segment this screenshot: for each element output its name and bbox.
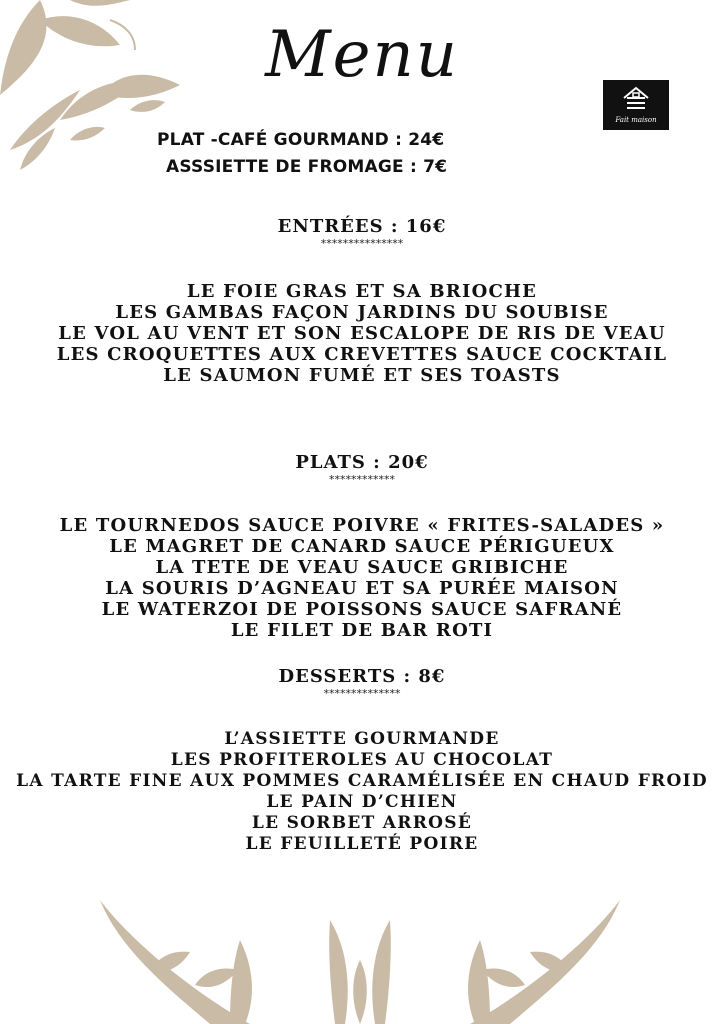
list-item: LES PROFITEROLES AU CHOCOLAT (170, 750, 554, 770)
plats-list (0, 515, 724, 641)
desserts-list (0, 729, 724, 855)
list-item: LE FILET DE BAR ROTI (230, 620, 494, 641)
section-title-entrees: ENTRÉES : 16€ (277, 216, 447, 237)
page-title: Menu (265, 18, 459, 92)
section-title-desserts: DESSERTS : 8€ (278, 666, 446, 687)
list-item: LA SOURIS D’AGNEAU ET SA PURÉE MAISON (105, 578, 619, 599)
list-item: LE TOURNEDOS SAUCE POIVRE « FRITES-SALADES » (59, 515, 665, 536)
house-icon (621, 84, 651, 114)
featured-cafe-gourmand: PLAT -CAFÉ GOURMAND : 24€ (157, 130, 445, 150)
featured-fromage: ASSSIETTE DE FROMAGE : 7€ (166, 157, 448, 177)
section-stars-desserts: ************** (323, 687, 401, 700)
list-item: LE SAUMON FUMÉ ET SES TOASTS (163, 365, 561, 386)
list-item: L’ASSIETTE GOURMANDE (224, 729, 500, 749)
section-stars-plats: ************ (329, 473, 395, 486)
list-item: LE MAGRET DE CANARD SAUCE PÉRIGUEUX (109, 536, 615, 557)
fait-maison-badge (603, 80, 669, 130)
list-item: LES CROQUETTES AUX CREVETTES SAUCE COCKTAIL (56, 344, 668, 365)
entrees-list (0, 281, 724, 386)
leaf-ornament-bottom-icon (90, 900, 630, 1024)
section-stars-entrees: *************** (320, 237, 404, 250)
section-title-plats: PLATS : 20€ (295, 452, 429, 473)
list-item: LE FEUILLETÉ POIRE (245, 834, 479, 854)
list-item: LE FOIE GRAS ET SA BRIOCHE (186, 281, 538, 302)
list-item: LE VOL AU VENT ET SON ESCALOPE DE RIS DE VEAU (58, 323, 666, 344)
list-item: LA TETE DE VEAU SAUCE GRIBICHE (155, 557, 569, 578)
list-item: LE SORBET ARROSÉ (251, 813, 473, 833)
list-item: LA TARTE FINE AUX POMMES CARAMÉLISÉE EN CHAUD FROID (16, 771, 708, 791)
list-item: LE PAIN D’CHIEN (266, 792, 458, 812)
list-item: LE WATERZOI DE POISSONS SAUCE SAFRANÉ (101, 599, 623, 620)
badge-caption: Fait maison (615, 116, 657, 124)
list-item: LES GAMBAS FAÇON JARDINS DU SOUBISE (115, 302, 609, 323)
